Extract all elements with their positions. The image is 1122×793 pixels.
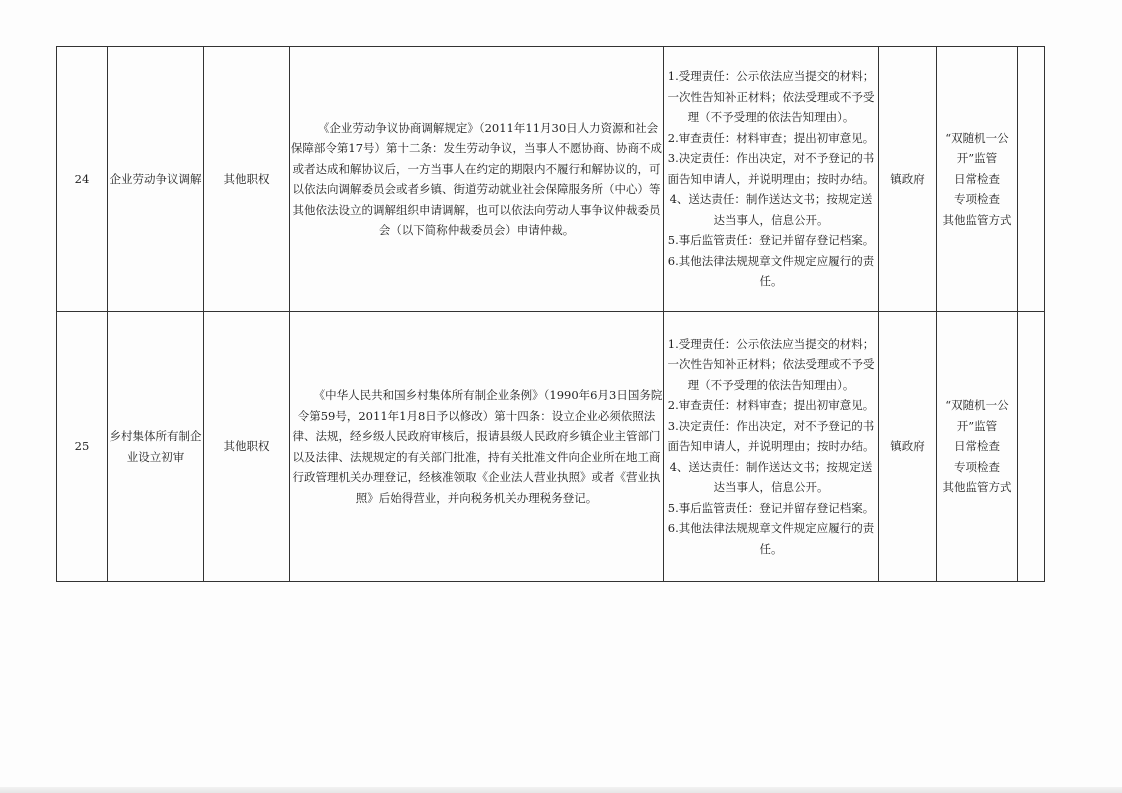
responsible-body: 镇政府 (879, 312, 937, 582)
duty-item: 4、送达责任：制作送达文书；按规定送达当事人，信息公开。 (669, 192, 873, 227)
page-edge (0, 787, 1122, 793)
power-list-table (56, 46, 1045, 582)
duty-item: 2.审查责任：材料审查；提出初审意见。 (667, 130, 875, 145)
row-index: 24 (57, 47, 108, 312)
duty-item: 1.受理责任：公示依法应当提交的材料；一次性告知补正材料；依法受理或不予受理（不予受理的依法告知理由）。 (667, 336, 875, 392)
supervision-item: “双随机一公开”监管 (945, 130, 1009, 166)
row-index: 25 (57, 312, 108, 582)
duty-item: 5.事后监管责任：登记并留存登记档案。 (667, 233, 875, 248)
table-row (57, 47, 1045, 312)
duty-item: 3.决定责任：作出决定，对不予登记的书面告知申请人，并说明理由；按时办结。 (667, 151, 875, 186)
supervision-item: 日常检查 (954, 171, 1000, 186)
duty-item: 6.其他法律法规规章文件规定应履行的责任。 (667, 521, 875, 556)
legal-basis: 《中华人民共和国乡村集体所有制企业条例》（1990年6月3日国务院令第59号，2011年1月8日予以修改）第十四条：设立企业必须依照法律、法规，经乡级人民政府审核后，报请县级人民政府乡镇企业主管部门以及法律、法规规定的有关部门批准，持有关批准文件向企业所在地工商行政管理机关办理登记，经核准领取《企业法人营业执照》或者《营业执照》后始得营业，并向税务机关办理税务登记。 (290, 312, 664, 582)
power-type: 其他职权 (204, 312, 290, 582)
note-cell (1018, 312, 1045, 582)
duty-item: 5.事后监管责任：登记并留存登记档案。 (667, 500, 875, 515)
duty-item: 1.受理责任：公示依法应当提交的材料；一次性告知补正材料；依法受理或不予受理（不予受理的依法告知理由）。 (667, 69, 875, 125)
supervision-item: 其他监管方式 (942, 212, 1012, 227)
supervision-item: “双随机一公开”监管 (945, 398, 1009, 433)
power-type: 其他职权 (204, 47, 290, 312)
item-name: 乡村集体所有制企业设立初审 (108, 312, 204, 582)
supervision-methods (937, 47, 1018, 312)
supervision-methods (937, 312, 1018, 582)
duty-item: 3.决定责任：作出决定，对不予登记的书面告知申请人，并说明理由；按时办结。 (667, 418, 875, 454)
supervision-item: 日常检查 (954, 439, 1000, 454)
duty-item: 6.其他法律法规规章文件规定应履行的责任。 (667, 253, 875, 289)
legal-basis: 《企业劳动争议协商调解规定》（2011年11月30日人力资源和社会保障部令第17号）第十二条：发生劳动争议，当事人不愿协商、协商不成或者达成和解协议后，一方当事人在约定的期限内不履行和解协议的，可以依法向调解委员会或者乡镇、街道劳动就业社会保障服务所（中心）等其他依法设立的调解组织申请调解，也可以依法向劳动人事争议仲裁委员会（以下简称仲裁委员会）申请仲裁。 (290, 47, 664, 312)
table-row (57, 312, 1045, 582)
supervision-item: 其他监管方式 (942, 480, 1012, 495)
responsibility-list (664, 47, 879, 312)
supervision-item: 专项检查 (954, 192, 1000, 207)
item-name: 企业劳动争议调解 (108, 47, 204, 312)
duty-item: 2.审查责任：材料审查；提出初审意见。 (667, 398, 875, 413)
responsible-body: 镇政府 (879, 47, 937, 312)
note-cell (1018, 47, 1045, 312)
duty-item: 4、送达责任：制作送达文书；按规定送达当事人，信息公开。 (669, 459, 873, 495)
responsibility-list (664, 312, 879, 582)
supervision-item: 专项检查 (954, 459, 1000, 474)
